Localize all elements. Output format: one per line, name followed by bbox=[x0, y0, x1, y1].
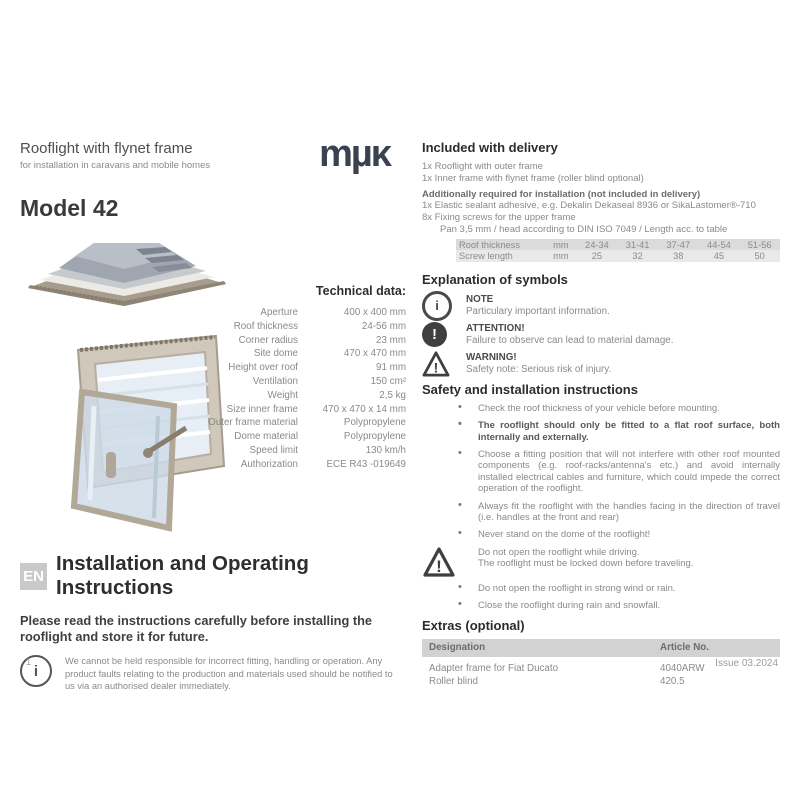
safety-bullet-list bbox=[422, 403, 780, 612]
safety-bullet: • Never stand on the dome of the rooflight! bbox=[456, 529, 780, 540]
screw-cell: 51-56 bbox=[747, 239, 772, 250]
tech-label: Ventilation bbox=[252, 375, 298, 387]
read-instructions-lead: Please read the instructions carefully before installing the rooflight and store it for future. bbox=[20, 613, 373, 644]
included-item: 1x Inner frame with flynet frame (roller blind optional) bbox=[422, 172, 644, 184]
tech-value: 2,5 kg bbox=[379, 389, 406, 401]
page-number: 1 bbox=[26, 657, 32, 668]
tech-row bbox=[206, 320, 406, 334]
symbol-desc: Particulary important information. bbox=[466, 305, 610, 317]
extras-designation: Roller blind bbox=[429, 676, 479, 688]
tech-value: Polypropylene bbox=[343, 431, 406, 443]
liability-note bbox=[20, 655, 406, 693]
additional-heading: Additionally required for installation (not included in delivery) bbox=[422, 188, 701, 200]
extras-designation: Adapter frame for Fiat Ducato bbox=[429, 662, 559, 674]
symbol-desc: Safety note: Serious risk of injury. bbox=[466, 363, 612, 375]
screw-cell: 24-34 bbox=[585, 239, 609, 250]
tech-value: 24-56 mm bbox=[361, 320, 406, 332]
driving-warning-item bbox=[422, 547, 780, 577]
tech-row bbox=[206, 416, 406, 430]
additional-item: 8x Fixing screws for the upper frame bbox=[422, 212, 576, 224]
product-area bbox=[20, 222, 406, 548]
instructions-title: Installation and Operating Instructions bbox=[56, 552, 309, 599]
tech-value: 400 x 400 mm bbox=[343, 307, 406, 318]
tech-value: Polypropylene bbox=[343, 417, 406, 429]
screw-cell: 38 bbox=[673, 251, 684, 262]
safety-bullet: • Always fit the rooflight with the handles facing in the direction of travel (i.e. handles at the front and rear) bbox=[456, 501, 780, 524]
screw-cell: 45 bbox=[713, 251, 725, 262]
tech-row bbox=[206, 334, 406, 348]
tech-label: Aperture bbox=[260, 307, 298, 318]
screw-table-row bbox=[456, 250, 780, 262]
screw-cell: mm bbox=[553, 251, 569, 262]
tech-value: 470 x 470 x 14 mm bbox=[322, 403, 406, 415]
screw-cell: mm bbox=[553, 239, 569, 250]
tech-label: Outer frame material bbox=[208, 417, 298, 429]
tech-label: Weight bbox=[267, 389, 298, 401]
symbol-row-attention bbox=[422, 322, 780, 348]
additional-item: 1x Elastic sealant adhesive, e.g. Dekalin Dekaseal 8936 or SikaLastomer®-710 bbox=[422, 200, 756, 212]
tech-row bbox=[206, 375, 406, 389]
tech-row bbox=[206, 403, 406, 417]
info-circle-icon: i bbox=[20, 655, 52, 687]
tech-value: 470 x 470 mm bbox=[343, 348, 406, 360]
extras-col-designation: Designation bbox=[429, 642, 486, 654]
included-heading: Included with delivery bbox=[422, 140, 558, 155]
screw-length-table bbox=[456, 239, 780, 262]
safety-bullet: • Choose a fitting position that will not interfere with other roof mounted components (e.g. roof-racks/antenna's etc.) and avoid internally installed electrical cables and furniture, which could impede the correct operation of the rooflight. bbox=[456, 449, 780, 495]
tech-value: 130 km/h bbox=[365, 444, 406, 456]
tech-row bbox=[206, 347, 406, 361]
tech-row bbox=[206, 430, 406, 444]
svg-text:!: ! bbox=[436, 556, 442, 576]
tech-row bbox=[206, 361, 406, 375]
tech-value: 23 mm bbox=[376, 334, 406, 346]
attention-circle-icon: ! bbox=[422, 322, 447, 347]
included-item: 1x Rooflight with outer frame bbox=[422, 161, 543, 172]
tech-row bbox=[206, 444, 406, 458]
extras-heading: Extras (optional) bbox=[422, 617, 525, 633]
safety-bullet-bold: • The rooflight should only be fitted to a flat roof surface, both internally and externally. bbox=[456, 420, 780, 443]
tech-label: Size inner frame bbox=[226, 403, 298, 415]
screw-cell: 31-41 bbox=[625, 239, 650, 250]
instructions-banner bbox=[20, 552, 406, 600]
screw-cell: Roof thickness bbox=[459, 239, 520, 250]
document-subtitle: for installation in caravans and mobile homes bbox=[20, 160, 211, 171]
issue-date: Issue 03.2024 bbox=[715, 658, 778, 669]
right-column bbox=[422, 140, 780, 689]
screw-cell: Screw length bbox=[459, 251, 513, 262]
warning-line: The rooflight must be locked down before traveling. bbox=[478, 558, 694, 570]
screw-cell: 50 bbox=[754, 251, 765, 262]
safety-bullet: • Close the rooflight during rain and snowfall. bbox=[456, 600, 780, 611]
model-heading: Model 42 bbox=[20, 195, 119, 221]
info-circle-icon: i bbox=[422, 291, 452, 321]
safety-heading: Safety and installation instructions bbox=[422, 381, 638, 397]
extras-row bbox=[422, 675, 780, 689]
tech-label: Corner radius bbox=[238, 334, 298, 346]
tech-value: 150 cm² bbox=[370, 375, 406, 387]
technical-data bbox=[206, 284, 406, 472]
tech-label: Site dome bbox=[253, 348, 298, 360]
extras-col-article: Article No. bbox=[660, 642, 709, 654]
screw-note: Pan 3,5 mm / head according to DIN ISO 7049 / Length acc. to table bbox=[440, 223, 728, 235]
safety-bullet: • Check the roof thickness of your vehicle before mounting. bbox=[456, 403, 780, 414]
symbol-row-warning bbox=[422, 351, 780, 377]
technical-data-heading: Technical data: bbox=[315, 284, 406, 298]
tech-label: Roof thickness bbox=[233, 320, 298, 332]
document-title: Rooflight with flynet frame bbox=[20, 140, 193, 157]
symbol-desc: Failure to observe can lead to material damage. bbox=[466, 334, 674, 346]
symbol-title: NOTE bbox=[466, 293, 494, 305]
left-column bbox=[20, 133, 406, 693]
symbol-title: ATTENTION! bbox=[466, 322, 525, 334]
tech-label: Authorization bbox=[240, 458, 298, 470]
symbols-heading: Explanation of symbols bbox=[422, 271, 568, 287]
extras-article: 4040ARW bbox=[660, 662, 705, 674]
warning-line: Do not open the rooflight while driving. bbox=[478, 546, 640, 558]
tech-row bbox=[206, 458, 406, 472]
safety-bullet: • Do not open the rooflight in strong wind or rain. bbox=[456, 583, 780, 594]
mpk-logo: mµκ bbox=[319, 133, 390, 175]
language-badge: EN bbox=[20, 563, 47, 590]
tech-row bbox=[206, 389, 406, 403]
warning-triangle-icon bbox=[422, 351, 450, 377]
screw-cell: 25 bbox=[591, 251, 603, 262]
tech-value: 91 mm bbox=[376, 362, 406, 374]
tech-label: Height over roof bbox=[228, 362, 298, 374]
svg-text:!: ! bbox=[433, 359, 439, 376]
tech-label: Dome material bbox=[234, 431, 298, 443]
screw-cell: 44-54 bbox=[707, 239, 731, 250]
symbol-title: WARNING! bbox=[466, 351, 517, 363]
document-header bbox=[20, 133, 406, 175]
extras-table-header bbox=[422, 639, 780, 657]
symbol-row-note bbox=[422, 293, 780, 319]
screw-cell: 32 bbox=[632, 251, 643, 262]
title-block bbox=[20, 140, 210, 171]
warning-triangle-icon bbox=[423, 547, 455, 577]
closed-rooflight-image bbox=[26, 228, 228, 312]
extras-article: 420.5 bbox=[660, 676, 685, 688]
screw-cell: 37-47 bbox=[666, 239, 691, 250]
tech-row bbox=[206, 306, 406, 320]
liability-note-text: We cannot be held responsible for incorrect fitting, handling or operation. Any product faults relating to the production and materials used should be notified to us via an authorised dealer immediately. bbox=[65, 656, 393, 692]
screw-table-row bbox=[456, 239, 780, 251]
tech-value: ECE R43 -019649 bbox=[326, 458, 406, 470]
driving-warning-text bbox=[478, 547, 693, 570]
tech-label: Speed limit bbox=[249, 444, 298, 456]
